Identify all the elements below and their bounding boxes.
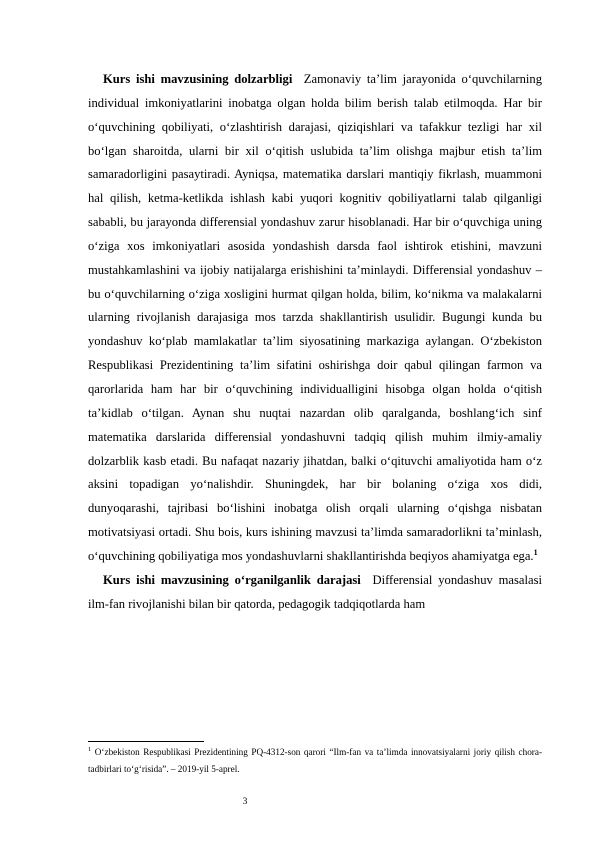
page-number: 3 (242, 797, 248, 807)
footnote-text: O‘zbekiston Respublikasi Prezidentining PQ-4312-son qarori “Ilm-fan va ta’limda innovatsiyalarni joriy qilish chora-tadbirlari to‘g‘risida”. – 2019-yil 5-aprel. (88, 747, 543, 774)
footnote-marker: 1 (88, 745, 92, 753)
paragraph-study-level (88, 569, 542, 617)
paragraph-relevance-text: Zamonaviy ta’lim jarayonida o‘quvchilarning individual imkoniyatlarini inobatga olgan holda bilim berish talab etilmoqda. Har bir o‘quvchining qobiliyati, o‘zlashtirish darajasi, qiziqishlari va tafakkur tezligi har xil bo‘lgan sharoitda, ularni bir xil o‘qitish uslubida ta’lim olishga majbur etish ta’lim samaradorligini pasaytiradi. Ayniqsa, matematika darslari mantiqiy fikrlash, muammoni hal qilish, ketma-ketlikda ishlash kabi yuqori kognitiv qobiliyatlarni talab qilganligi sababli, bu jarayonda differensial yondashuv zarur hisoblanadi. Har bir o‘quvchiga uning o‘ziga xos imkoniyatlari asosida yondashish darsda faol ishtirok etishini, mavzuni mustahkamlashini va ijobiy natijalarga erishishini ta’minlaydi. Differensial yondashuv – bu o‘quvchilarning o‘ziga xosligini hurmat qilgan holda, bilim, ko‘nikma va malakalarni ularning rivojlanish darajasiga mos tarzda shakllantirish usulidir. Bugungi kunda bu yondashuv ko‘plab mamlakatlar ta’lim siyosatining markaziga aylangan. O‘zbekiston Respublikasi Prezidentining ta’lim sifatini oshirishga doir qabul qilingan farmon va qarorlarida ham har bir o‘quvchining individualligini hisobga olgan holda o‘qitish ta’kidlab o‘tilgan. Aynan shu nuqtai nazardan olib qaralganda, boshlang‘ich sinf matematika darslarida differensial yondashuvni tadqiq qilish muhim ilmiy-amaliy dolzarblik kasb etadi. Bu nafaqat nazariy jihatdan, balki o‘qituvchi amaliyotida ham o‘z aksini topadigan yo‘nalishdir. Shuningdek, har bir bolaning o‘ziga xos didi, dunyoqarashi, tajribasi bo‘lishini inobatga olish orqali ularning o‘qishga nisbatan motivatsiyasi ortadi. Shu bois, kurs ishining mavzusi ta’limda samaradorlikni ta’minlash, o‘quvchining qobiliyatiga mos yondashuvlarni shakllantirishda beqiyos ahamiyatga ega. (88, 72, 542, 563)
footnote-reference[interactable]: 1 (533, 547, 538, 557)
paragraph-relevance (88, 68, 542, 569)
footnote-separator (88, 741, 204, 742)
paragraph-study-level-text: Differensial yondashuv masalasi ilm-fan rivojlanishi bilan bir qatorda, pedagogik tadqiqotlarda ham (88, 572, 542, 611)
heading-relevance: Kurs ishi mavzusining dolzarbligi (103, 72, 293, 86)
footnote (88, 744, 542, 778)
page-body (88, 68, 542, 616)
heading-study-level: Kurs ishi mavzusining o‘rganilganlik darajasi (103, 572, 361, 587)
